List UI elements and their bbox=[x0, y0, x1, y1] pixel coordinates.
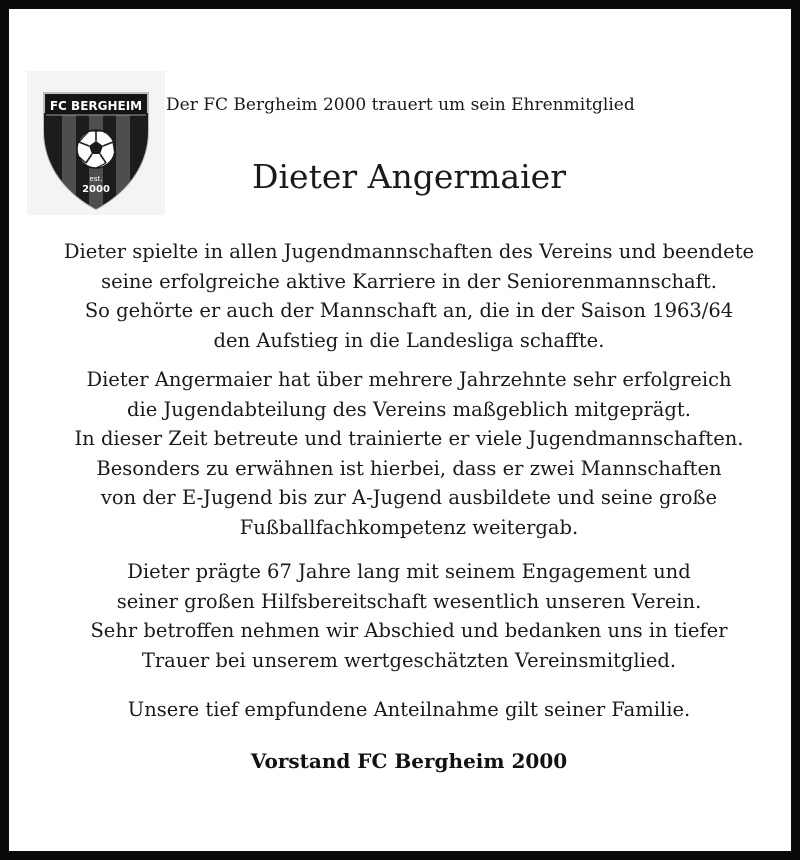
crest-club-name: FC BERGHEIM bbox=[49, 99, 143, 113]
paragraph-farewell bbox=[29, 557, 789, 675]
intro-line: Der FC Bergheim 2000 trauert um sein Ehrenmitglied bbox=[166, 95, 635, 115]
signature: Vorstand FC Bergheim 2000 bbox=[250, 749, 568, 773]
text-line: Unsere tief empfundene Anteilnahme gilt seiner Familie. bbox=[127, 698, 691, 721]
text-line: Fußballfachkompetenz weitergab. bbox=[239, 515, 579, 539]
text-line: So gehörte er auch der Mannschaft an, die in der Saison 1963/64 bbox=[84, 299, 734, 322]
paragraph-career bbox=[29, 237, 789, 355]
text-line: von der E-Jugend bis zur A-Jugend ausbildete und seine große bbox=[100, 486, 718, 509]
text-line: die Jugendabteilung des Vereins maßgeblich mitgeprägt. bbox=[127, 397, 691, 421]
text-line: Dieter prägte 67 Jahre lang mit seinem Engagement und bbox=[127, 560, 691, 583]
text-line: den Aufstieg in die Landesliga schaffte. bbox=[213, 328, 605, 352]
paragraph-youth-work bbox=[29, 365, 789, 542]
deceased-name: Dieter Angermaier bbox=[252, 157, 566, 196]
text-line: seine erfolgreiche aktive Karriere in der Seniorenmannschaft. bbox=[101, 269, 717, 293]
text-line: Sehr betroffen nehmen wir Abschied und bedanken uns in tiefer bbox=[90, 619, 728, 642]
text-line: Trauer bei unserem wertgeschätzten Vereinsmitglied. bbox=[141, 648, 677, 672]
paragraph-condolences bbox=[29, 695, 789, 725]
crest-est-label: est. bbox=[89, 175, 103, 183]
text-line: Dieter spielte in allen Jugendmannschaften des Vereins und beendete bbox=[63, 240, 755, 263]
text-line: In dieser Zeit betreute und trainierte er viele Jugendmannschaften. bbox=[74, 427, 744, 450]
crest-year: 2000 bbox=[82, 184, 110, 195]
text-line: Dieter Angermaier hat über mehrere Jahrzehnte sehr erfolgreich bbox=[86, 368, 732, 391]
text-line: seiner großen Hilfsbereitschaft wesentlich unseren Verein. bbox=[116, 589, 702, 613]
text-line: Besonders zu erwähnen ist hierbei, dass er zwei Mannschaften bbox=[96, 456, 722, 480]
